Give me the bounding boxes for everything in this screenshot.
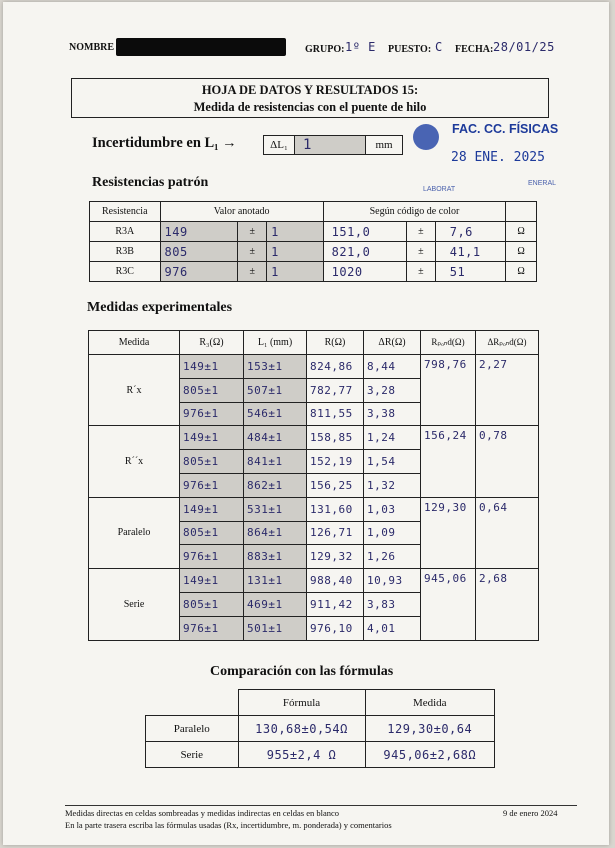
exp-dr: 3,28 <box>364 378 421 402</box>
exp-l1: 883±1 <box>244 545 307 569</box>
exp-row <box>89 497 539 521</box>
exp-col-dr: ΔR(Ω) <box>364 331 421 355</box>
exp-l1: 507±1 <box>244 378 307 402</box>
patron-name: R3A <box>90 222 161 242</box>
stamp-line3-left: LABORAT <box>423 186 456 193</box>
exp-group-name: Paralelo <box>89 497 180 568</box>
patron-pm: ± <box>238 242 267 262</box>
exp-r3: 149±1 <box>180 569 244 593</box>
cmp-row <box>146 742 495 768</box>
nombre-label: NOMBRE <box>69 42 114 53</box>
seal-icon <box>413 124 439 150</box>
patron-col-resistencia: Resistencia <box>90 202 161 222</box>
exp-r3: 149±1 <box>180 497 244 521</box>
exp-group-name: Serie <box>89 569 180 640</box>
title-box <box>71 78 549 118</box>
exp-group-name: R´´x <box>89 426 180 497</box>
exp-col-r: R(Ω) <box>307 331 364 355</box>
experimental-heading: Medidas experimentales <box>87 300 233 315</box>
footer-line-2: En la parte trasera escriba las fórmulas usadas (Rx, incertidumbre, m. ponderada) y comentarios <box>65 820 392 830</box>
exp-dr: 1,54 <box>364 450 421 474</box>
cmp-name: Serie <box>146 742 239 768</box>
puesto-value: C <box>435 40 443 54</box>
exp-row <box>89 569 539 593</box>
patron-valor: 805 <box>160 242 238 262</box>
patron-err: 1 <box>267 222 324 242</box>
exp-r: 976,10 <box>307 616 364 640</box>
exp-group-name: R´x <box>89 355 180 426</box>
exp-col-medida: Medida <box>89 331 180 355</box>
exp-row <box>89 355 539 379</box>
exp-l1: 546±1 <box>244 402 307 426</box>
exp-r3: 976±1 <box>180 473 244 497</box>
patron-err: 1 <box>267 262 324 282</box>
patron-row <box>90 242 537 262</box>
exp-dr: 3,83 <box>364 592 421 616</box>
exp-col-rpond: Rₚₒₙd(Ω) <box>421 331 476 355</box>
exp-col-r3: R₃(Ω) <box>180 331 244 355</box>
exp-r: 911,42 <box>307 592 364 616</box>
exp-r3: 976±1 <box>180 616 244 640</box>
patron-heading: Resistencias patrón <box>92 175 209 190</box>
grupo-value: 1º E <box>345 40 376 54</box>
comparison-heading: Comparación con las fórmulas <box>210 664 394 679</box>
patron-row <box>90 262 537 282</box>
patron-col-codigo: Según código de color <box>323 202 506 222</box>
cmp-col-formula: Fórmula <box>238 690 365 716</box>
uncertainty-symbol: ΔL₁ <box>264 136 295 155</box>
exp-r: 129,32 <box>307 545 364 569</box>
exp-dr: 1,24 <box>364 426 421 450</box>
exp-drpond: 0,64 <box>476 497 539 568</box>
stamp-line3-right: ENERAL <box>528 180 557 187</box>
exp-rpond: 129,30 <box>421 497 476 568</box>
exp-l1: 531±1 <box>244 497 307 521</box>
patron-name: R3B <box>90 242 161 262</box>
exp-r: 158,85 <box>307 426 364 450</box>
exp-dr: 4,01 <box>364 616 421 640</box>
data-sheet <box>3 2 609 845</box>
exp-r: 156,25 <box>307 473 364 497</box>
footer-rule <box>65 805 577 806</box>
patron-err2: 41,1 <box>435 242 505 262</box>
title-line-2: Medida de resistencias con el puente de hilo <box>193 100 427 114</box>
stamp-date: 28 ENE. 2025 <box>451 150 545 165</box>
title-line-1: HOJA DE DATOS Y RESULTADOS 15: <box>201 83 419 97</box>
exp-rpond: 798,76 <box>421 355 476 426</box>
patron-col-valor: Valor anotado <box>160 202 323 222</box>
exp-l1: 501±1 <box>244 616 307 640</box>
cmp-name: Paralelo <box>146 716 239 742</box>
patron-pm: ± <box>238 262 267 282</box>
exp-rpond: 945,06 <box>421 569 476 640</box>
exp-row <box>89 426 539 450</box>
patron-valor: 149 <box>160 222 238 242</box>
exp-dr: 8,44 <box>364 355 421 379</box>
exp-l1: 484±1 <box>244 426 307 450</box>
footer-line-1: Medidas directas en celdas sombreadas y medidas indirectas en celdas en blanco <box>65 808 340 818</box>
exp-r: 824,86 <box>307 355 364 379</box>
exp-r3: 805±1 <box>180 450 244 474</box>
cmp-row <box>146 716 495 742</box>
patron-name: R3C <box>90 262 161 282</box>
footer-date: 9 de enero 2024 <box>503 808 558 818</box>
exp-drpond: 0,78 <box>476 426 539 497</box>
comparison-table <box>145 689 495 768</box>
exp-r: 126,71 <box>307 521 364 545</box>
patron-pm2: ± <box>407 222 436 242</box>
exp-drpond: 2,68 <box>476 569 539 640</box>
uncertainty-value: 1 <box>295 136 366 155</box>
exp-rpond: 156,24 <box>421 426 476 497</box>
experimental-table <box>88 330 539 641</box>
exp-r3: 805±1 <box>180 592 244 616</box>
fecha-value: 28/01/25 <box>493 40 555 54</box>
exp-dr: 10,93 <box>364 569 421 593</box>
cmp-formula: 955±2,4 Ω <box>238 742 365 768</box>
patron-pm2: ± <box>407 262 436 282</box>
cmp-medida: 945,06±2,68Ω <box>365 742 495 768</box>
cmp-medida: 129,30±0,64 <box>365 716 495 742</box>
exp-l1: 841±1 <box>244 450 307 474</box>
uncertainty-unit: mm <box>366 136 403 155</box>
exp-l1: 153±1 <box>244 355 307 379</box>
redacted-name <box>116 38 286 56</box>
patron-unit: Ω <box>506 262 537 282</box>
exp-dr: 1,32 <box>364 473 421 497</box>
exp-dr: 3,38 <box>364 402 421 426</box>
exp-col-drpond: ΔRₚₒₙd(Ω) <box>476 331 539 355</box>
exp-r3: 805±1 <box>180 378 244 402</box>
exp-dr: 1,03 <box>364 497 421 521</box>
exp-r3: 805±1 <box>180 521 244 545</box>
cmp-col-medida: Medida <box>365 690 495 716</box>
patron-codigo: 821,0 <box>323 242 406 262</box>
patron-err2: 7,6 <box>435 222 505 242</box>
exp-dr: 1,09 <box>364 521 421 545</box>
patron-codigo: 1020 <box>323 262 406 282</box>
exp-r: 152,19 <box>307 450 364 474</box>
exp-l1: 131±1 <box>244 569 307 593</box>
puesto-label: PUESTO: <box>388 44 432 55</box>
exp-l1: 862±1 <box>244 473 307 497</box>
patron-pm2: ± <box>407 242 436 262</box>
exp-r3: 976±1 <box>180 545 244 569</box>
patron-row <box>90 222 537 242</box>
uncertainty-label: Incertidumbre en L₁ → <box>92 135 237 151</box>
patron-unit: Ω <box>506 222 537 242</box>
exp-dr: 1,26 <box>364 545 421 569</box>
patron-codigo: 151,0 <box>323 222 406 242</box>
uncertainty-box <box>263 135 403 155</box>
exp-r3: 149±1 <box>180 426 244 450</box>
exp-l1: 864±1 <box>244 521 307 545</box>
exp-drpond: 2,27 <box>476 355 539 426</box>
patron-err2: 51 <box>435 262 505 282</box>
patron-table <box>89 201 537 282</box>
exp-col-l1: L₁ (mm) <box>244 331 307 355</box>
grupo-label: GRUPO: <box>305 44 345 55</box>
fecha-label: FECHA: <box>455 44 494 55</box>
exp-r3: 976±1 <box>180 402 244 426</box>
exp-l1: 469±1 <box>244 592 307 616</box>
exp-r: 811,55 <box>307 402 364 426</box>
patron-err: 1 <box>267 242 324 262</box>
exp-r3: 149±1 <box>180 355 244 379</box>
patron-valor: 976 <box>160 262 238 282</box>
exp-r: 988,40 <box>307 569 364 593</box>
exp-r: 782,77 <box>307 378 364 402</box>
stamp-org: FAC. CC. FÍSICAS <box>452 122 559 136</box>
patron-pm: ± <box>238 222 267 242</box>
patron-unit: Ω <box>506 242 537 262</box>
cmp-formula: 130,68±0,54Ω <box>238 716 365 742</box>
exp-r: 131,60 <box>307 497 364 521</box>
